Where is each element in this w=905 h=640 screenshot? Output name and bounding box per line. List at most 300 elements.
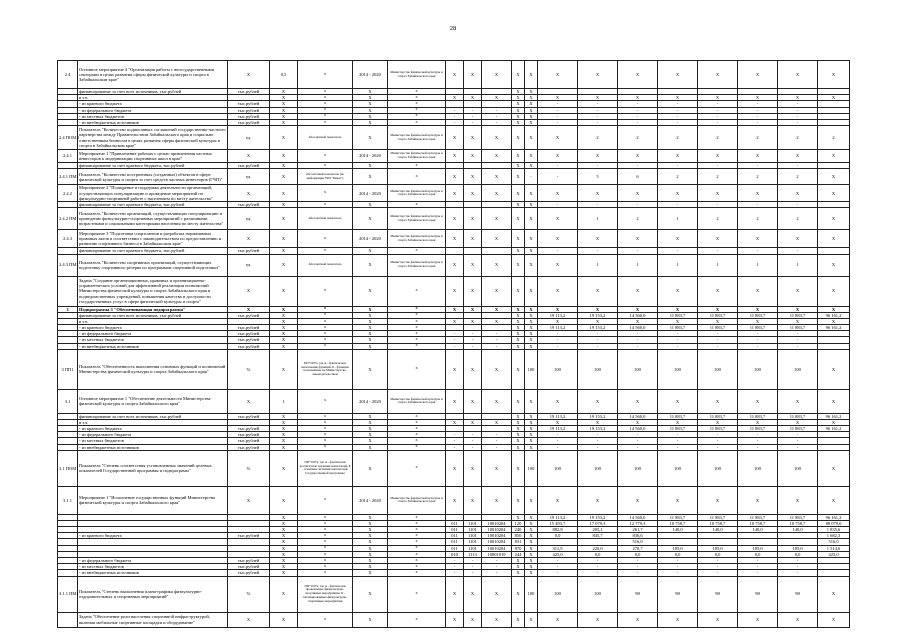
table-row: [58, 389, 850, 413]
table-cell: Х: [298, 545, 353, 551]
table-cell: Х: [228, 306, 270, 312]
table-cell: 2: [778, 169, 818, 185]
table-cell: Х: [388, 426, 446, 432]
table-cell: Х: [298, 612, 353, 627]
table-cell: -: [464, 444, 482, 450]
table-cell: -: [778, 557, 818, 563]
table-cell: Х: [388, 107, 446, 113]
table-cell: 2: [818, 126, 850, 150]
table-cell: Х: [298, 444, 353, 450]
table-cell: Х: [353, 343, 388, 349]
table-cell: Министерство физической культуры и спорта Забайкальского края: [388, 126, 446, 150]
table-cell: Х: [778, 230, 818, 248]
table-cell: -: [446, 107, 464, 113]
table-cell: Х: [738, 419, 778, 425]
table-cell: Х: [298, 520, 353, 526]
table-cell: тыс.рублей: [228, 101, 270, 107]
table-cell: 14 560,0: [618, 413, 658, 419]
table-cell: 2: [698, 126, 738, 150]
table-cell: Х: [298, 426, 353, 432]
table-cell: Х: [512, 113, 525, 119]
table-cell: тыс.рублей: [228, 113, 270, 119]
table-cell: Х: [618, 230, 658, 248]
table-cell: Х: [298, 248, 353, 254]
table-cell: Х: [353, 325, 388, 331]
table-cell: Х: [298, 318, 353, 324]
table-cell: Х: [464, 612, 482, 627]
table-cell: Х: [353, 119, 388, 125]
table-cell: Х: [228, 389, 270, 413]
table-cell: Х: [270, 551, 298, 557]
table-cell: 100: [658, 450, 698, 486]
table-row: [58, 61, 850, 89]
table-cell: Х: [446, 576, 464, 612]
table-cell: Х: [512, 254, 525, 276]
table-cell: -: [464, 557, 482, 563]
table-cell: Х: [525, 551, 538, 557]
table-cell: Х: [778, 95, 818, 101]
table-cell: -: [538, 337, 578, 343]
table-cell: 11 883,7: [738, 325, 778, 331]
table-cell: 1: [698, 254, 738, 276]
table-cell: Х: [353, 107, 388, 113]
table-cell: Х: [538, 61, 578, 89]
table-cell: Х: [482, 318, 512, 324]
table-cell: 100: [738, 450, 778, 486]
table-cell: -: [578, 202, 618, 208]
table-cell: Х: [353, 163, 388, 169]
table-cell: Х: [525, 557, 538, 563]
table-cell: Х: [512, 413, 525, 419]
table-cell: Х: [512, 349, 525, 389]
table-cell: Х: [464, 389, 482, 413]
table-cell: Х: [298, 101, 353, 107]
table-cell: Х: [446, 126, 464, 150]
table-cell: Х: [298, 557, 353, 563]
table-cell: -: [698, 101, 738, 107]
table-row: [58, 126, 850, 150]
table-cell: -: [698, 337, 738, 343]
table-cell: Х: [298, 570, 353, 576]
table-cell: Х: [298, 337, 353, 343]
table-cell: 11 883,7: [738, 426, 778, 432]
table-cell: Х: [578, 389, 618, 413]
table-cell: Х: [525, 208, 538, 230]
table-cell: - из краевого бюджета: [78, 101, 228, 107]
table-cell: Х: [512, 202, 525, 208]
table-cell: Х: [738, 612, 778, 627]
table-cell: Х: [270, 612, 298, 627]
table-cell: - из внебюджетных источников: [78, 570, 228, 576]
table-cell: -: [578, 248, 618, 254]
table-cell: 011: [446, 545, 464, 551]
table-cell: Министерство физической культуры и спорта Забайкальского края: [388, 254, 446, 276]
table-cell: Х: [353, 331, 388, 337]
table-cell: Х: [525, 107, 538, 113]
table-cell: [58, 276, 78, 306]
table-cell: -: [778, 163, 818, 169]
table-cell: -: [464, 432, 482, 438]
table-cell: Х: [353, 95, 388, 101]
table-cell: Показатель "Степень выполнения плана-графика физкультурно-оздоровительных и спортивных мероприятий": [78, 576, 228, 612]
table-cell: -: [578, 444, 618, 450]
table-cell: Х: [298, 419, 353, 425]
table-cell: Х: [538, 254, 578, 276]
table-cell: -: [538, 570, 578, 576]
table-cell: Показатель "Обеспеченность выполнения основных функций и полномочий Министерства физической культуры и спорта Забайкальского края": [78, 349, 228, 389]
table-cell: Х: [818, 450, 850, 486]
table-cell: -: [578, 570, 618, 576]
table-row: [58, 208, 850, 230]
table-cell: -: [658, 248, 698, 254]
table-cell: Х: [298, 276, 353, 306]
table-cell: -: [778, 107, 818, 113]
table-cell: 19 113,2: [538, 312, 578, 318]
table-cell: Х: [388, 248, 446, 254]
table-cell: ПП*100%, где А - фактическое выполнение функций, Б - функции возложенные на Министерство, законодательством: [298, 349, 353, 389]
table-cell: финансирование за счет краевого бюджета, тыс.рублей: [78, 163, 228, 169]
table-cell: Х: [778, 419, 818, 425]
table-cell: Х: [388, 169, 446, 185]
table-cell: Х: [512, 208, 525, 230]
table-cell: Х: [270, 89, 298, 95]
table-cell: Мероприятие 2 "Поощрение и поддержка деятельности организаций, осуществляющих популяризацию и проведение мероприятий по физкультурно-спортивной работе с населением по месту жительства": [78, 185, 228, 202]
table-cell: Х: [482, 306, 512, 312]
table-cell: Х: [270, 539, 298, 545]
table-cell: Х: [464, 208, 482, 230]
table-cell: Х: [298, 185, 353, 202]
table-cell: - из федерального бюджета: [78, 557, 228, 563]
table-cell: Х: [525, 570, 538, 576]
table-cell: -: [446, 119, 464, 125]
table-cell: Х: [482, 349, 512, 389]
table-cell: Х: [353, 202, 388, 208]
table-cell: 2.4.3: [58, 230, 78, 248]
table-cell: Х: [538, 126, 578, 150]
table-cell: в т.ч.: [78, 419, 228, 425]
table-cell: 011: [446, 527, 464, 533]
table-cell: Х: [446, 95, 464, 101]
table-cell: Х: [698, 318, 738, 324]
table-cell: 100: [525, 450, 538, 486]
table-cell: -: [618, 444, 658, 450]
table-cell: Х: [525, 276, 538, 306]
table-row: [58, 150, 850, 163]
table-cell: Показатель "Степень соответствия установленных значений целевых показателей Государственной программы и подпрограмм": [78, 450, 228, 486]
table-cell: ед.: [228, 254, 270, 276]
table-cell: тыс.рублей: [228, 325, 270, 331]
table-cell: Х: [353, 564, 388, 570]
table-cell: 11 883,7: [778, 312, 818, 318]
table-cell: Х: [388, 432, 446, 438]
table-cell: 2.4.2: [58, 185, 78, 202]
table-cell: Х: [618, 185, 658, 202]
table-cell: Х: [512, 89, 525, 95]
table-cell: Х: [298, 113, 353, 119]
table-cell: [58, 612, 78, 627]
table-cell: -: [778, 564, 818, 570]
table-cell: Мероприятие 3 "Подготовка спортсменов и разработка нормативных правовых актов в соответствии с законодательством по предоставлению и развитию спортивного бизнеса в Забайкальском крае": [78, 230, 228, 248]
table-cell: Х: [698, 612, 738, 627]
table-cell: Х: [353, 432, 388, 438]
table-cell: тыс.рублей: [228, 432, 270, 438]
table-cell: 185,0: [738, 545, 778, 551]
table-cell: 1: [578, 208, 618, 230]
table-cell: Х: [388, 438, 446, 444]
table-cell: 845,7: [578, 533, 618, 539]
table-cell: -: [698, 248, 738, 254]
table-cell: Х: [525, 527, 538, 533]
table-cell: -: [738, 107, 778, 113]
table-cell: Х: [778, 276, 818, 306]
table-cell: Х: [298, 486, 353, 514]
table-cell: -: [538, 331, 578, 337]
table-cell: Министерство физической культуры и спорта Забайкальского края: [388, 230, 446, 248]
table-cell: -: [538, 113, 578, 119]
table-cell: Х: [446, 486, 464, 514]
table-cell: Х: [464, 486, 482, 514]
table-cell: 2.4.1: [58, 150, 78, 163]
table-cell: Х: [446, 230, 464, 248]
table-cell: 100: [658, 349, 698, 389]
table-cell: -: [446, 444, 464, 450]
table-row: [58, 486, 850, 514]
table-cell: Х: [698, 486, 738, 514]
table-cell: Х: [738, 318, 778, 324]
table-cell: 6: [618, 169, 658, 185]
table-cell: Х: [525, 95, 538, 101]
table-cell: -: [482, 337, 512, 343]
table-cell: Х: [658, 185, 698, 202]
table-cell: Х: [228, 61, 270, 89]
table-cell: -: [538, 564, 578, 570]
table-cell: Х: [538, 208, 578, 230]
table-cell: -: [482, 564, 512, 570]
table-cell: Х: [270, 343, 298, 349]
table-cell: 2.4 ПОМ.1: [58, 126, 78, 150]
table-cell: Х: [298, 61, 353, 89]
table-cell: -: [618, 438, 658, 444]
table-cell: Х: [818, 254, 850, 276]
table-row: [58, 349, 850, 389]
table-cell: Х: [538, 612, 578, 627]
table-cell: ПП*100%, где А - фактически проведенные физкультурно-спортивные мероприятия, Б - запланированные физкультурно-спортивные мероприятия: [298, 576, 353, 612]
table-cell: Х: [818, 349, 850, 389]
table-cell: 185,0: [778, 545, 818, 551]
table-cell: Х: [482, 61, 512, 89]
table-cell: Х: [298, 107, 353, 113]
table-cell: тыс.рублей: [228, 163, 270, 169]
table-cell: Х: [388, 564, 446, 570]
table-cell: 11 883,7: [738, 413, 778, 419]
table-cell: 96 161,2: [818, 325, 850, 331]
table-cell: Х: [512, 163, 525, 169]
table-cell: Х: [698, 185, 738, 202]
table-cell: Х: [525, 533, 538, 539]
table-cell: 11 883,7: [698, 325, 738, 331]
table-cell: 882,8: [538, 527, 578, 533]
table-cell: -: [698, 331, 738, 337]
table-cell: -: [658, 570, 698, 576]
table-cell: 11 883,7: [698, 312, 738, 318]
table-cell: 100: [538, 349, 578, 389]
table-cell: Х: [538, 230, 578, 248]
table-cell: -: [482, 438, 512, 444]
table-cell: Х: [778, 389, 818, 413]
table-cell: Х: [298, 539, 353, 545]
table-cell: 14 560,0: [618, 325, 658, 331]
table-cell: Х: [446, 61, 464, 89]
table-cell: Х: [538, 306, 578, 312]
table-cell: Х: [353, 208, 388, 230]
table-cell: Х: [512, 318, 525, 324]
table-cell: Х: [698, 306, 738, 312]
table-cell: 100: [538, 576, 578, 612]
table-cell: Х: [353, 89, 388, 95]
table-row: [58, 576, 850, 612]
table-cell: -: [738, 119, 778, 125]
table-cell: Х: [270, 107, 298, 113]
table-cell: Х: [578, 306, 618, 312]
table-cell: финансирование за счет краевого бюджета, тыс.рублей: [78, 248, 228, 254]
table-cell: 1 514,6: [818, 545, 850, 551]
table-cell: Х: [512, 486, 525, 514]
table-cell: -: [618, 570, 658, 576]
table-cell: Х: [353, 426, 388, 432]
table-cell: Х: [464, 230, 482, 248]
table-cell: Х: [388, 612, 446, 627]
table-cell: Х: [388, 101, 446, 107]
table-cell: Х: [578, 150, 618, 163]
table-cell: Х: [270, 557, 298, 563]
table-cell: Х: [270, 248, 298, 254]
table-cell: -: [464, 438, 482, 444]
table-cell: 2.4.2 ПМ1: [58, 208, 78, 230]
table-cell: финансирование за счет всех источников, тыс.рублей: [78, 312, 228, 318]
table-cell: - из краевого бюджета: [78, 533, 228, 539]
table-cell: 185,0: [658, 545, 698, 551]
table-cell: 3.1 ПОМ1: [58, 450, 78, 486]
program-table: [57, 60, 850, 628]
table-cell: Х: [270, 150, 298, 163]
table-cell: 1 835,6: [818, 527, 850, 533]
table-cell: Х: [525, 413, 538, 419]
table-cell: Х: [446, 349, 464, 389]
table-cell: -: [738, 202, 778, 208]
table-cell: Х: [512, 230, 525, 248]
table-cell: Х: [778, 150, 818, 163]
table-cell: Х: [464, 318, 482, 324]
table-cell: -: [658, 331, 698, 337]
table-cell: Х: [270, 514, 298, 520]
table-cell: -: [738, 248, 778, 254]
table-cell: Х: [353, 306, 388, 312]
table-cell: 2: [658, 126, 698, 150]
table-cell: -: [578, 119, 618, 125]
table-cell: -: [778, 101, 818, 107]
table-cell: Х: [698, 419, 738, 425]
table-cell: тыс.рублей: [228, 564, 270, 570]
table-cell: -: [464, 107, 482, 113]
table-cell: Х: [512, 126, 525, 150]
table-cell: Х: [525, 486, 538, 514]
table-cell: Министерство физической культуры и спорта Забайкальского края: [388, 486, 446, 514]
table-cell: -: [578, 107, 618, 113]
table-cell: Х: [388, 95, 446, 101]
table-cell: -: [658, 101, 698, 107]
table-cell: Х: [778, 61, 818, 89]
table-cell: Х: [353, 444, 388, 450]
table-cell: -: [738, 343, 778, 349]
table-cell: Х: [270, 113, 298, 119]
table-cell: Х: [270, 306, 298, 312]
table-cell: Х: [738, 306, 778, 312]
table-cell: Х: [525, 545, 538, 551]
table-cell: Х: [270, 527, 298, 533]
table-cell: 3.1.1 ПМ1: [58, 576, 78, 612]
table-cell: Х: [353, 337, 388, 343]
table-cell: тыс.рублей: [228, 107, 270, 113]
table-cell: Х: [525, 101, 538, 107]
table-cell: Х: [298, 533, 353, 539]
table-cell: Х: [482, 254, 512, 276]
table-cell: Х: [525, 113, 538, 119]
table-cell: 100: [698, 349, 738, 389]
table-cell: Х: [270, 276, 298, 306]
table-cell: Х: [298, 389, 353, 413]
table-cell: Задача "Обеспечение роли населения спортивной инфраструктурой, включая мобильные спортивные площадки и оборудование": [78, 612, 228, 627]
table-cell: 2014 - 2020: [353, 230, 388, 248]
table-cell: -: [698, 570, 738, 576]
table-cell: Х: [270, 325, 298, 331]
table-cell: Х: [618, 612, 658, 627]
table-cell: Х: [778, 306, 818, 312]
table-cell: -: [538, 169, 578, 185]
table-cell: -: [464, 331, 482, 337]
table-cell: Х: [818, 208, 850, 230]
table-cell: -: [618, 202, 658, 208]
table-cell: -: [698, 163, 738, 169]
table-cell: -: [482, 113, 512, 119]
table-cell: Х: [388, 325, 446, 331]
table-cell: Х: [658, 61, 698, 89]
table-cell: Х: [270, 126, 298, 150]
table-cell: Показатель "Количество организаций, осуществляющих популяризацию и проведение физкультурно-спортивных мероприятий с различными возрастными и социальными категориями населения по месту жительства": [78, 208, 228, 230]
table-cell: 96 161,2: [818, 514, 850, 520]
table-cell: Х: [525, 325, 538, 331]
table-cell: -: [618, 343, 658, 349]
table-cell: Х: [738, 95, 778, 101]
table-cell: Х: [525, 539, 538, 545]
table-cell: Х: [353, 312, 388, 318]
table-cell: -: [446, 564, 464, 570]
table-cell: Х: [525, 419, 538, 425]
table-cell: 1101: [464, 533, 482, 539]
table-cell: Х: [525, 343, 538, 349]
table-cell: -: [698, 444, 738, 450]
table-cell: Х: [658, 306, 698, 312]
table-cell: Задача "Создание организационных, правовых и организационно-управленческих условий для эффективной реализации полномочий Министерства физической культуры и спорта Забайкальского края и подведомственных учреждений, повышения качества и доступности государственных услуг в сфере физической культуры и спорта": [78, 276, 228, 306]
table-cell: Х: [388, 527, 446, 533]
table-cell: 2: [658, 169, 698, 185]
table-cell: 2.4: [58, 61, 78, 89]
table-cell: 2: [698, 208, 738, 230]
table-cell: Абсолютный показатель: [298, 254, 353, 276]
table-cell: -: [464, 343, 482, 349]
table-cell: Х: [270, 312, 298, 318]
table-cell: Х: [578, 318, 618, 324]
table-cell: 98: [658, 576, 698, 612]
